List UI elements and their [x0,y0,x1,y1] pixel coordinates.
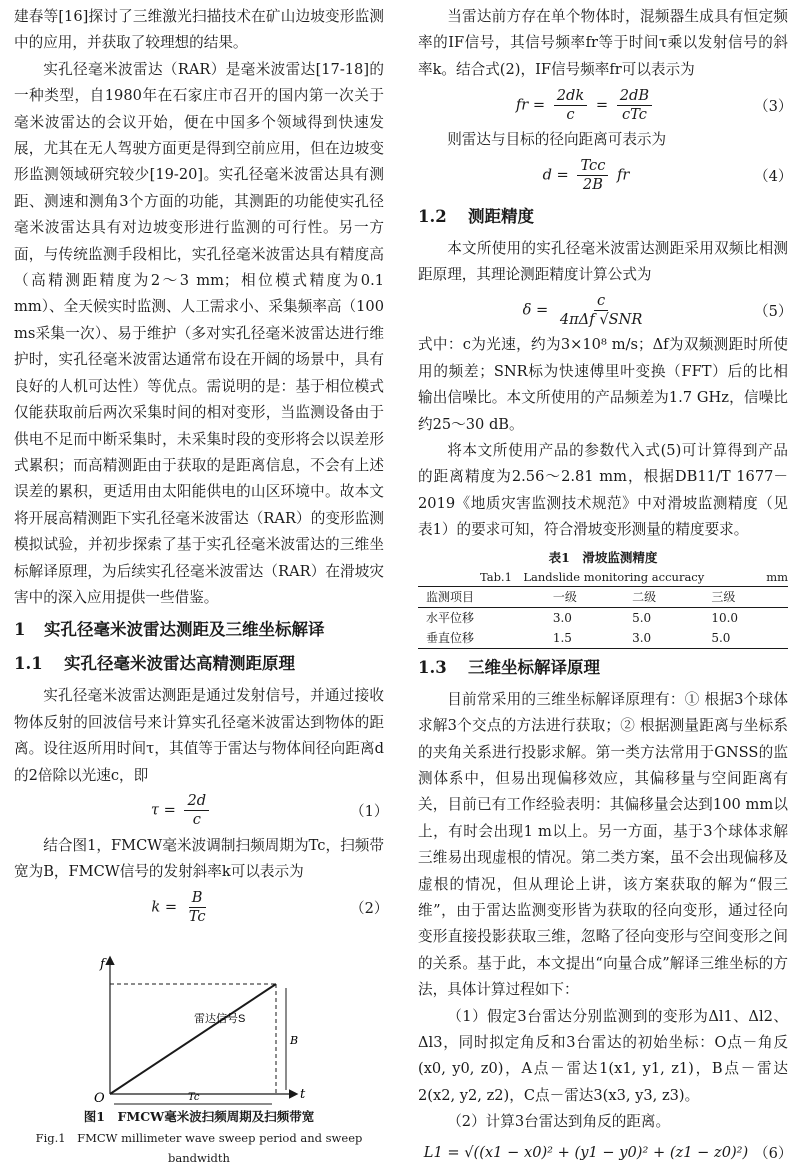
fraction-numerator: 2d [184,792,209,811]
section-1-heading [14,615,384,645]
section-number: 1.2 [418,206,447,226]
equation-number: （4） [754,168,793,186]
section-number: 1 [14,620,26,640]
equation-3 [418,83,793,127]
figure-1 [14,936,384,1106]
table-cell: 3.0 [552,610,572,625]
equation-tail: fr [617,166,630,184]
fraction-denominator: cTc [621,105,647,123]
origin-label: O [94,1090,105,1106]
paragraph-symbol-definitions: 式中：c为光速，约为3×10⁸ m/s；Δf为双频测距时所使用的频差；SNR标为快速傅里叶变换（FFT）后的比相输出信噪比。本文所使用的产品频差为1.7 GHz，信噪比约25～30 dB。 [418,336,788,433]
table-cell: 5.0 [711,630,731,645]
table-header-row [418,586,788,607]
table-cell: 3.0 [632,630,652,645]
fraction-numerator: c [594,292,608,311]
fraction-denominator: 2B [582,176,603,194]
table-cell: 水平位移 [426,610,475,625]
table-1 [418,548,788,649]
equation-5 [418,288,793,332]
fraction-denominator: Tc [188,908,206,926]
fraction-numerator: 2dk [554,87,587,106]
paragraph-step-2: （2）计算3台雷达到角反的距离。 [447,1113,671,1131]
bandwidth-label: B [290,1033,299,1047]
equation-lhs: L1 = [423,1144,460,1162]
paragraph-fmcw-slope: 结合图1，FMCW毫米波调制扫频周期为Tc，扫频带宽为B，FMCW信号的发射斜率k可以表示为 [14,836,384,881]
equation-fraction [184,792,209,829]
paragraph-accuracy-result: 将本文所使用产品的参数代入式(5)可计算得到产品的距离精度为2.56～2.81 mm，根据DB11/T 1677－2019《地质灾害监测技术规范》中对滑坡监测精度（见表1）的要求可知，符合滑坡变形测量的精度要求。 [418,442,788,539]
figure-1-caption-en: Fig.1 FMCW millimeter wave sweep period and sweep bandwidth [35,1130,363,1165]
equation-lhs: fr = [515,96,546,114]
section-1-3-heading [418,653,788,683]
period-label: Tc [188,1091,200,1103]
equation-lhs: k = [151,898,178,916]
paragraph-ranging-principle: 实孔径毫米波雷达测距是通过发射信号，并通过接收物体反射的回波信号来计算实孔径毫米波雷达到物体的距离。设往返所用时间τ，其值等于雷达与物体间径向距离d的2倍除以光速c，即 [14,687,384,784]
equation-number: （5） [754,302,793,320]
equation-fraction [577,157,608,194]
paragraph-if-signal: 当雷达前方存在单个物体时，混频器生成具有恒定频率的IF信号，其信号频率fr等于时间τ乘以发射信号的斜率k。结合式(2)，IF信号频率fr可以表示为 [418,8,788,78]
fraction-denominator: c [192,811,201,829]
equation-fraction [186,889,209,926]
accuracy-table [418,586,788,649]
equation-lhs: δ = [522,301,549,319]
equation-lhs: d = [542,166,569,184]
axis-t-label: t [300,1086,306,1102]
equation-number: （6） [754,1145,793,1163]
section-title: 测距精度 [468,206,534,226]
table-row [418,607,788,628]
fraction-numerator: Tcc [577,157,608,176]
equation-6 [418,1136,793,1170]
equation-number: （2） [350,900,389,918]
section-number: 1.1 [14,654,43,674]
table-cell: 垂直位移 [426,630,475,645]
figure-1-caption-zh: 图1 FMCW毫米波扫频周期及扫频带宽 [83,1108,315,1124]
equation-equals: = [595,96,609,114]
table-cell: 10.0 [711,610,739,625]
equation-number: （1） [350,803,389,821]
table-cell: 5.0 [632,610,652,625]
table-subtitle-row [418,568,788,586]
equation-4 [418,154,793,198]
section-number: 1.3 [418,657,447,677]
equation-fraction [557,292,646,329]
equation-lhs: τ = [150,801,176,819]
section-title: 三维坐标解译原理 [468,657,600,677]
paragraph-radial-distance: 则雷达与目标的径向距离可表示为 [447,131,667,149]
paragraph-intro-end: 建春等[16]探讨了三维激光扫描技术在矿山边坡变形监测中的应用，并获取了较理想的结果。 [14,8,384,52]
left-column [14,4,389,1168]
axis-f-label: f [100,956,105,972]
section-1-1-heading [14,649,384,679]
table-title-zh: 表1 滑坡监测精度 [548,549,658,565]
section-title: 实孔径毫米波雷达高精测距原理 [64,654,295,674]
paragraph-accuracy-formula: 本文所使用的实孔径毫米波雷达测距采用双频比相测距原理，其理论测距精度计算公式为 [418,239,788,284]
sweep-line [110,984,276,1094]
fraction-denominator: c [566,105,575,123]
table-header-cell: 二级 [632,589,657,604]
fraction-denominator: 4πΔf √SNR [559,310,643,328]
paragraph-3d-methods: 目前常采用的三维坐标解译原理有：① 根据3个球体求解3个交点的方法进行获取；② 根据测量距离与坐标系的夹角关系进行投影求解。第一类方法常用于GNSS的监测体系中，但易出现偏移效应，其偏移量与空间距离有关，目前已有工作经验表明：其偏移量会达到100 mm以上，有时会出现1 m以上。另一方面，基于3个球体求解三维易出现虚根的情况。第二类方案，虽不会出现偏移及虚根的情况，但从理论上讲，该方案获取的解为“假三维”，由于雷达监测变形皆为获取的径向变形，通过径向变形直接投影获取三维，忽略了径向变形与空间变形之间的关系。基于此，本文提出“向量合成”解译三维坐标的方法，具体计算过程如下： [418,690,788,999]
equation-2 [14,886,389,930]
equation-rhs: √((x1 − x0)² + (y1 − y0)² + (z1 − z0)²) [464,1144,749,1162]
table-header-cell: 监测项目 [426,589,475,604]
section-title: 实孔径毫米波雷达测距及三维坐标解译 [44,620,325,640]
paragraph-rar-overview: 实孔径毫米波雷达（RAR）是毫米波雷达[17-18]的一种类型，自1980年在石家庄市召开的国内第一次关于毫米波雷达的会议开始，便在中国多个领域得到快速发展，尤其在无人驾驶方面更是得到空前应用，但在边坡变形监测领域研究较少[19-20]。实孔径毫米波雷达具有测距、测速和测角3个方面的功能，其测距的功能使实孔径毫米波雷达具有对边坡变形进行监测的可行性。另一方面，与传统监测手段相比，实孔径毫米波雷达具有精度高（高精测距精度为2～3 mm；相位模式精度为0.1 mm）、全天候实时监测、人工需求小、采集频率高（100 ms采集一次）、易于维护（多对实孔径毫米波雷达进行维护时，实孔径毫米波雷达通常布设在开阔的场景中，具有良好的人机可达性）等优点。需说明的是：基于相位模式仅能获取前后两次采集时间的相对变形，当监测设备由于供电不足而中断采集时，未采集时段的变形将会以误差形式累积；而高精测距由于获取的是距离信息，不会有上述误差的累积，更适用由太阳能供电的山区环境中。故本文将开展高精测距下实孔径毫米波雷达（RAR）的变形监测模拟试验，并初步探索了基于实孔径毫米波雷达的三维坐标解译原理，为后续实孔径毫米波雷达（RAR）在滑坡灾害中的深入应用提供一些借鉴。 [14,60,384,606]
signal-label: 雷达信号S [194,1012,246,1025]
paragraph-step-1: （1）假定3台雷达分别监测到的变形为Δl1、Δl2、Δl3，同时拟定角反和3台雷达的初始坐标：O点－角反(x0, y0, z0)，A点－雷达1(x1, y1, z1)，B点－雷达2(x2, y2, z2)，C点－雷达3(x3, y3, z3)。 [418,1007,788,1104]
table-cell: 1.5 [552,630,572,645]
equation-fraction [617,87,652,124]
table-unit: mm [766,569,788,584]
fmcw-sweep-diagram [14,936,384,1106]
equation-1 [14,789,389,833]
table-header-cell: 一级 [552,589,577,604]
fraction-numerator: B [189,889,206,908]
equation-fraction [554,87,587,124]
table-row [418,628,788,649]
right-column [418,4,793,1170]
section-1-2-heading [418,202,788,232]
fraction-numerator: 2dB [617,87,652,106]
equation-number: （3） [754,97,793,115]
table-title-en: Tab.1 Landslide monitoring accuracy [479,569,705,584]
table-header-cell: 三级 [711,589,736,604]
